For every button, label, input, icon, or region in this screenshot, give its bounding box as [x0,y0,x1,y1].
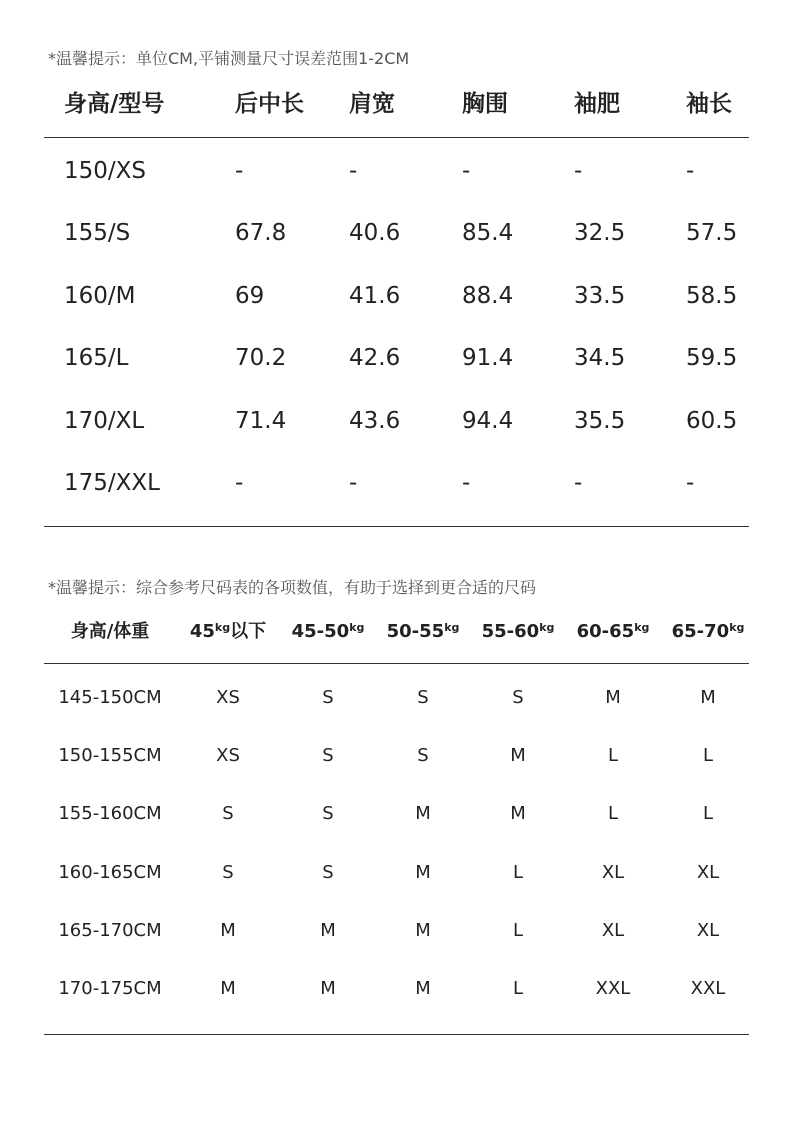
recommend-table-header [0,612,790,652]
row-size: 165/L [64,345,129,371]
table-row [0,401,790,441]
cell-size: L [512,862,524,883]
cell-chest: 91.4 [462,345,514,371]
measurement-note: *温馨提示：单位CM,平铺测量尺寸误差范围1-2CM [48,49,410,68]
cell-size: L [607,803,619,824]
cell-size: L [512,920,524,941]
cell-size: M [510,745,526,766]
table-row [0,276,790,316]
table-row [0,738,790,774]
cell-sleeve-length: - [686,158,695,184]
row-size: 170/XL [64,408,145,434]
table-row [0,913,790,949]
cell-size: M [415,803,431,824]
cell-shoulder: 42.6 [349,345,401,371]
row-size: 175/XXL [64,470,160,496]
row-size: 160/M [64,283,136,309]
cell-sleeve-width: - [574,158,583,184]
cell-size: S [322,745,334,766]
table-row [0,680,790,716]
cell-size: XL [601,920,625,941]
header-sleeve-length: 袖长 [686,91,732,117]
cell-size: M [320,978,336,999]
cell-sleeve-length: 60.5 [686,408,738,434]
cell-chest: - [462,158,471,184]
cell-size: M [415,920,431,941]
cell-size: S [417,687,429,708]
cell-sleeve-width: 32.5 [574,220,626,246]
cell-size: XS [216,745,240,766]
cell-sleeve-width: 33.5 [574,283,626,309]
cell-sleeve-length: 59.5 [686,345,738,371]
header-text: 45-50 [291,621,350,642]
cell-shoulder: 43.6 [349,408,401,434]
row-height-range: 150-155CM [58,745,162,766]
cell-back-length: 71.4 [235,408,287,434]
cell-size: XXL [690,978,726,999]
header-shoulder: 肩宽 [349,91,395,117]
recommend-table-header-divider [44,663,749,664]
size-table-header-divider [44,137,749,138]
table-row [0,151,790,191]
cell-size: M [415,862,431,883]
size-table-header [0,84,790,124]
cell-size: M [700,687,716,708]
cell-size: XXL [595,978,631,999]
cell-sleeve-width: 35.5 [574,408,626,434]
cell-size: S [322,862,334,883]
kg-unit: kg [539,621,555,634]
kg-unit: kg [214,621,231,634]
cell-back-length: 70.2 [235,345,287,371]
header-chest: 胸围 [462,91,508,117]
cell-size: S [322,687,334,708]
cell-size: XL [601,862,625,883]
table-row [0,463,790,503]
cell-sleeve-length: 58.5 [686,283,738,309]
header-text: 身高/体重 [70,621,150,642]
header-suffix: 以下 [230,621,267,642]
cell-size: M [220,978,236,999]
row-height-range: 160-165CM [58,862,162,883]
header-height-size: 身高/型号 [64,91,165,117]
header-text: 50-55 [386,621,445,642]
cell-back-length: - [235,470,244,496]
cell-size: L [702,803,714,824]
table-row [0,855,790,891]
header-weight-range [470,612,566,652]
cell-size: L [607,745,619,766]
cell-shoulder: 41.6 [349,283,401,309]
cell-size: S [222,803,234,824]
cell-size: L [702,745,714,766]
header-text: 60-65 [576,621,635,642]
header-height-weight [55,612,165,652]
table-row [0,338,790,378]
cell-back-length: 67.8 [235,220,287,246]
cell-shoulder: 40.6 [349,220,401,246]
cell-size: S [417,745,429,766]
row-height-range: 155-160CM [58,803,162,824]
cell-size: M [415,978,431,999]
cell-size: XL [696,862,720,883]
size-table-bottom-divider [44,526,749,527]
header-weight-range [280,612,376,652]
cell-chest: 85.4 [462,220,514,246]
cell-shoulder: - [349,470,358,496]
cell-size: M [605,687,621,708]
table-row [0,213,790,253]
header-weight-range [375,612,471,652]
header-sleeve-width: 袖肥 [574,91,620,117]
kg-unit: kg [349,621,365,634]
cell-chest: 88.4 [462,283,514,309]
cell-sleeve-length: - [686,470,695,496]
cell-chest: - [462,470,471,496]
kg-unit: kg [444,621,460,634]
cell-size: S [222,862,234,883]
row-height-range: 170-175CM [58,978,162,999]
table-row [0,971,790,1007]
recommendation-note: *温馨提示：综合参考尺码表的各项数值，有助于选择到更合适的尺码 [48,578,537,597]
header-text: 65-70 [671,621,730,642]
cell-size: S [512,687,524,708]
kg-unit: kg [634,621,650,634]
header-back-length: 后中长 [235,91,304,117]
cell-size: XL [696,920,720,941]
row-height-range: 165-170CM [58,920,162,941]
table-row [0,796,790,832]
cell-shoulder: - [349,158,358,184]
cell-size: XS [216,687,240,708]
cell-back-length: 69 [235,283,265,309]
cell-size: M [320,920,336,941]
header-weight-range [180,612,276,652]
header-weight-range [565,612,661,652]
cell-size: M [510,803,526,824]
recommend-table-bottom-divider [44,1034,749,1035]
cell-size: M [220,920,236,941]
header-weight-range [660,612,756,652]
cell-sleeve-width: - [574,470,583,496]
header-text: 55-60 [481,621,540,642]
row-height-range: 145-150CM [58,687,162,708]
cell-size: S [322,803,334,824]
cell-chest: 94.4 [462,408,514,434]
cell-sleeve-width: 34.5 [574,345,626,371]
header-text: 45 [189,621,215,642]
row-size: 150/XS [64,158,147,184]
row-size: 155/S [64,220,131,246]
cell-size: L [512,978,524,999]
cell-sleeve-length: 57.5 [686,220,738,246]
kg-unit: kg [729,621,745,634]
cell-back-length: - [235,158,244,184]
